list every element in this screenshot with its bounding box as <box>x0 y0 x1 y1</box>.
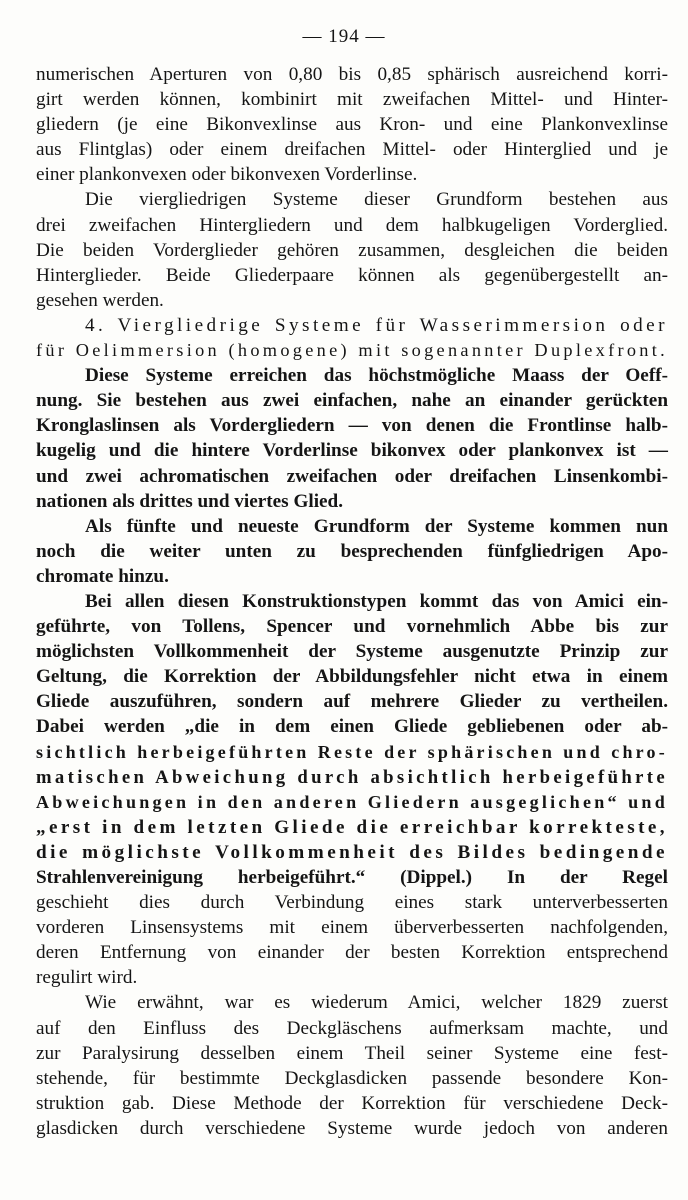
text-line: noch die weiter unten zu besprechenden fünfgliedrigen Apo- <box>36 540 668 562</box>
text-line: geschieht dies durch Verbindung eines stark unterverbesserten <box>36 892 668 914</box>
text-line: stehende, für bestimmte Deckglasdicken passende besondere Kon- <box>36 1067 668 1089</box>
text-line: einer plankonvexen oder bikonvexen Vorderlinse. <box>36 164 418 186</box>
text-line: und zwei achromatischen zweifachen oder dreifachen Linsenkombi- <box>36 465 668 487</box>
text-line: deren Entfernung von einander der besten Korrektion entsprechend <box>36 942 668 964</box>
text-line: girt werden können, kombinirt mit zweifachen Mittel- und Hinter- <box>36 89 668 111</box>
text-line: gesehen werden. <box>36 289 164 311</box>
text-line: chromate hinzu. <box>36 565 169 587</box>
text-line: „erst in dem letzten Gliede die erreichbar korrekteste, <box>36 816 668 838</box>
text-line: Abweichungen in den anderen Gliedern ausgeglichen“ und <box>36 791 668 812</box>
text-line: geführte, von Tollens, Spencer und vornehmlich Abbe bis zur <box>36 616 668 638</box>
text-line: Geltung, die Korrektion der Abbildungsfehler nicht etwa in einem <box>36 666 668 688</box>
text-line: Kronglaslinsen als Vordergliedern — von denen die Frontlinse halb- <box>36 415 668 437</box>
text-line: nationen als drittes und viertes Glied. <box>36 490 344 512</box>
text-line: regulirt wird. <box>36 967 138 989</box>
text-line: möglichsten Vollkommenheit der Systeme ausgenutzte Prinzip zur <box>36 641 668 663</box>
text-line: struktion gab. Diese Methode der Korrektion für verschiedene Deck- <box>36 1092 668 1114</box>
text-line: Als fünfte und neueste Grundform der Systeme kommen nun <box>85 515 668 537</box>
text-line: Wie erwähnt, war es wiederum Amici, welcher 1829 zuerst <box>85 992 668 1014</box>
text-line: auf den Einfluss des Deckgläschens aufmerksam machte, und <box>36 1017 668 1039</box>
text-line: Hinterglieder. Beide Gliederpaare können als gegenübergestellt an- <box>36 264 668 286</box>
text-line: nung. Sie bestehen aus zwei einfachen, nahe an einander gerückten <box>36 390 668 412</box>
text-line: zur Paralysirung desselben einem Theil seiner Systeme eine fest- <box>36 1042 668 1064</box>
text-line: Gliede auszuführen, sondern auf mehrere Glieder zu vertheilen. <box>36 691 668 713</box>
text-line: Bei allen diesen Konstruktionstypen kommt das von Amici ein- <box>85 590 668 612</box>
text-line: Die viergliedrigen Systeme dieser Grundform bestehen aus <box>85 189 668 211</box>
text-line: Strahlenvereinigung herbeigeführt.“ (Dippel.) In der Regel <box>36 867 668 888</box>
text-line: numerischen Aperturen von 0,80 bis 0,85 sphärisch ausreichend korri- <box>36 64 668 85</box>
text-line: kugelig und die hintere Vorderlinse bikonvex oder plankonvex ist — <box>36 440 668 462</box>
text-line: Dabei werden „die in dem einen Gliede gebliebenen oder ab- <box>36 716 668 738</box>
text-line: Die beiden Vorderglieder gehören zusammen, desgleichen die beiden <box>36 239 668 261</box>
page-body <box>36 62 668 1141</box>
text-line: vorderen Linsensystems mit einem überverbesserten nachfolgenden, <box>36 917 668 939</box>
text-line: glasdicken durch verschiedene Systeme wurde jedoch von anderen <box>36 1117 668 1139</box>
page-number: — 194 — <box>302 26 386 47</box>
text-line: gliedern (je eine Bikonvexlinse aus Kron- und eine Plankonvexlinse <box>36 114 668 136</box>
section-heading-line: 4. Viergliedrige Systeme für Wasserimmersion oder <box>85 314 668 336</box>
text-line: drei zweifachen Hintergliedern und dem halbkugeligen Vorderglied. <box>36 214 668 236</box>
text-line: Diese Systeme erreichen das höchstmögliche Maass der Oeff- <box>85 365 668 387</box>
section-heading-line: für Oelimmersion (homogene) mit sogenannter Duplexfront. <box>36 340 668 361</box>
text-line: sichtlich herbeigeführten Reste der sphärischen und chro- <box>36 741 668 762</box>
text-line: aus Flintglas) oder einem dreifachen Mittel- oder Hinterglied und je <box>36 139 668 161</box>
text-line: matischen Abweichung durch absichtlich herbeigeführte <box>36 766 668 788</box>
text-line: die möglichste Vollkommenheit des Bildes bedingende <box>36 841 668 863</box>
